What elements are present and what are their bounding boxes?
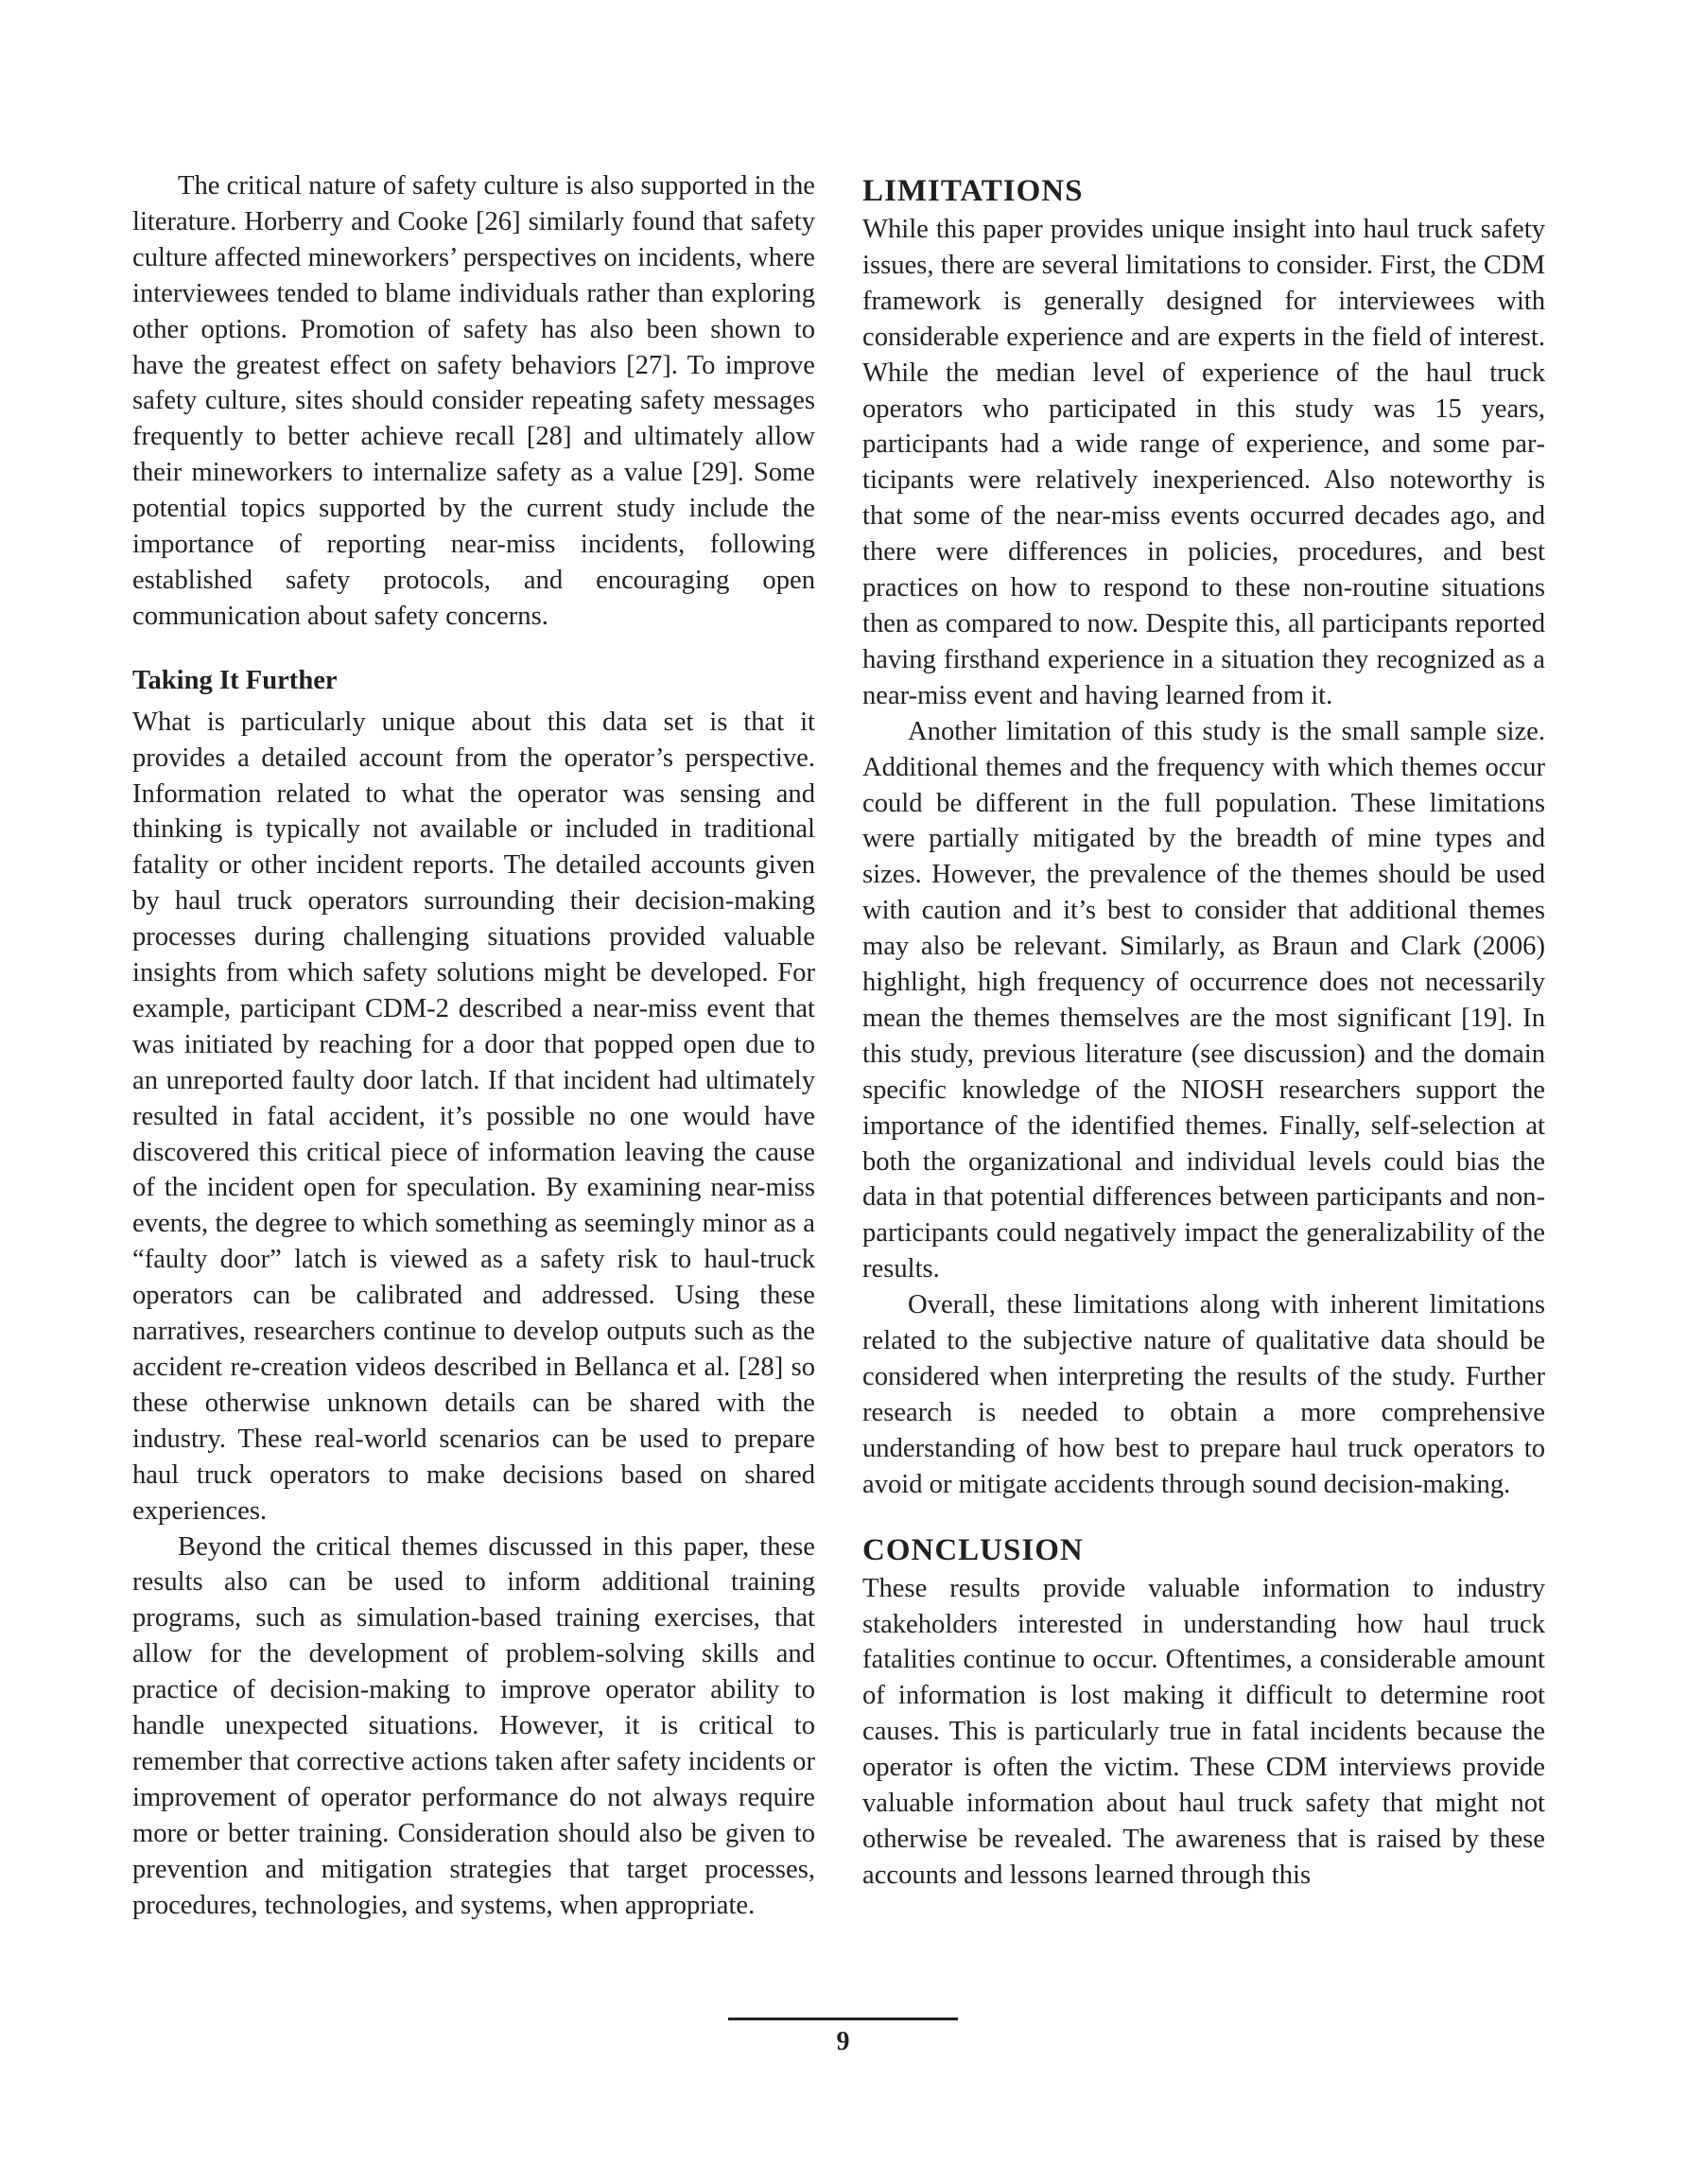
subheading-taking-it-further: Taking It Further bbox=[132, 665, 338, 695]
left-column bbox=[132, 168, 815, 1924]
body-paragraph-beyond-themes: Beyond the critical themes discussed in this paper, these results also can be used to inform additional training programs, such as simulation-based training exercises, that allow for the development of problem-solving skills and practice of decision-making to improve operator ability to handle unexpected situations. However, it is critical to remember that corrective actions taken after safety incidents or improvement of operator performance do not always require more or better training. Consideration should also be given to prevention and mitigation strategies that target processes, procedures, technologies, and systems, when appropriate. bbox=[132, 1531, 815, 1920]
body-paragraph-limitations-intro: While this paper provides unique insight into haul truck safety issues, there are several limitations to consider. First, the CDM framework is generally designed for interviewees with considerable experience and are experts in the field of interest. While the median level of experience of the haul truck operators who participated in this study was 15 years, participants had a wide range of experience, and some participants were relatively inexperienced. Also noteworthy is that some of the near-miss events occurred decades ago, and there were differences in policies, procedures, and best practices on how to respond to these non-routine situations then as compared to now. Despite this, all participants reported having firsthand experience in a situation they recognized as a near-miss event and having learned from it. bbox=[862, 215, 1545, 710]
section-heading-limitations: LIMITATIONS bbox=[862, 174, 1084, 208]
body-paragraph-safety-culture: The critical nature of safety culture is also supported in the literature. Horberry and Cooke [26] similarly found that safety culture affected mineworkers’ perspectives on incidents, where interviewees tended to blame individuals rather than exploring other options. Promotion of safety has also been shown to have the greatest effect on safety behaviors [27]. To improve safety culture, sites should consider repeating safety messages frequently to better achieve recall [28] and ultimately allow their mineworkers to internalize safety as a value [29]. Some potential topics supported by the current study include the importance of reporting near-miss incidents, following established safety protocols, and encouraging open communication about safety concerns. bbox=[132, 171, 815, 631]
footer-rule bbox=[728, 2018, 958, 2020]
body-paragraph-data-set: What is particularly unique about this data set is that it provides a detailed account from the operator’s perspective. Information related to what the operator was sensing and thinking is typically not available or included in traditional fatality or other incident reports. The detailed accounts given by haul truck operators surrounding their decision-making processes during challenging situations provided valuable insights from which safety solutions might be developed. For example, participant CDM-2 described a near-miss event that was initiated by reaching for a door that popped open due to an unreported faulty door latch. If that incident had ultimately resulted in fatal accident, it’s possible no one would have discovered this critical piece of information leaving the cause of the incident open for speculation. By examining near-miss events, the degree to which something as seemingly minor as a “faulty door” latch is viewed as a safety risk to haul-truck operators can be calibrated and addressed. Using these narratives, researchers continue to develop outputs such as the accident re-creation videos described in Bellanca et al. [28] so these otherwise unknown details can be shared with the industry. These real-world scenarios can be used to prepare haul truck operators to make decisions based on shared experiences. bbox=[132, 707, 815, 1526]
body-paragraph-conclusion: These results provide valuable information to industry stakeholders interested in understanding how haul truck fatalities continue to occur. Oftentimes, a considerable amount of information is lost making it difficult to determine root causes. This is particularly true in fatal incidents because the operator is often the victim. These CDM interviews provide valuable information about haul truck safety that might not otherwise be revealed. The awareness that is raised by these accounts and lessons learned through this bbox=[862, 1573, 1545, 1890]
body-paragraph-sample-size: Another limitation of this study is the small sample size. Additional themes and the frequency with which themes occur could be different in the full population. These limitations were partially mitigated by the breadth of mine types and sizes. However, the prevalence of the themes should be used with caution and it’s best to consider that additional themes may also be relevant. Similarly, as Braun and Clark (2006) highlight, high frequency of occurrence does not necessarily mean the themes themselves are the most significant [19]. In this study, previous literature (see discussion) and the domain specific knowledge of the NIOSH researchers support the importance of the identified themes. Finally, self-selection at both the organizational and individual levels could bias the data in that potential differences between participants and non-participants could negatively impact the generalizability of the results. bbox=[862, 716, 1545, 1284]
right-column bbox=[862, 172, 1545, 1894]
body-paragraph-overall: Overall, these limitations along with inherent limitations related to the subjective nature of qualitative data should be considered when interpreting the results of the study. Further research is needed to obtain a more comprehensive understanding of how best to prepare haul truck operators to avoid or mitigate accidents through sound decision-making. bbox=[862, 1290, 1545, 1499]
section-heading-conclusion: CONCLUSION bbox=[862, 1532, 1084, 1567]
page-number: 9 bbox=[836, 2027, 850, 2056]
